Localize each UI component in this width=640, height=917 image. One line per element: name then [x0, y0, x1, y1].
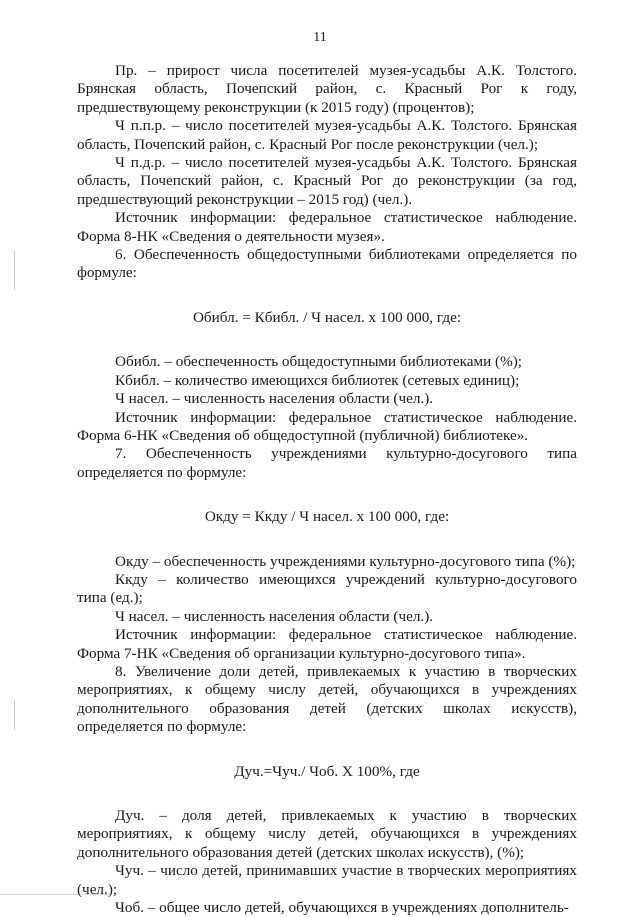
formula: Обибл. = Кбибл. / Ч насел. х 100 000, где: — [192, 308, 462, 326]
definition-paragraph: Дуч. – доля детей, привлекаемых к участию в творческих мероприятиях, к общему числу детей, обучающихся в учреждениях дополнительного образования детей (детских школах искусств), (%); — [77, 807, 577, 861]
definition-paragraph: Ч п.д.р. – число посетителей музея-усадьбы А.К. Толстого. Брянская область, Почепский район, с. Красный Рог до реконструкции (за год, предшествующий реконструкции – 2015 год) (чел.). — [77, 154, 577, 208]
page-number: 11 — [313, 30, 327, 45]
section-intro-paragraph: 7. Обеспеченность учреждениями культурно-досугового типа определяется по формуле: — [77, 445, 577, 481]
section-intro-paragraph: 6. Обеспеченность общедоступными библиотеками определяется по формуле: — [77, 246, 577, 282]
formula: Дуч.=Чуч./ Чоб. Х 100%, где — [234, 762, 420, 780]
definition-paragraph: Окду – обеспеченность учреждениями культурно-досугового типа (%); — [115, 552, 576, 570]
source-paragraph: Источник информации: федеральное статистическое наблюдение. Форма 8-НК «Сведения о деятельности музея». — [77, 209, 577, 245]
definition-paragraph: Ч насел. – численность населения области (чел.). — [115, 390, 434, 408]
definition-paragraph: Обибл. – обеспеченность общедоступными библиотеками (%); — [115, 353, 523, 371]
source-paragraph: Источник информации: федеральное статистическое наблюдение. Форма 6-НК «Сведения об общедоступной (публичной) библиотеке». — [77, 408, 577, 444]
definition-paragraph: Пр. – прирост числа посетителей музея-усадьбы А.К. Толстого. Брянская область, Почепский район, с. Красный Рог к году, предшествующему реконструкции (к 2015 году) (процентов); — [77, 62, 577, 116]
scan-margin-mark — [14, 250, 15, 290]
definition-paragraph: Ч п.п.р. – число посетителей музея-усадьбы А.К. Толстого. Брянская область, Почепский район, с. Красный Рог после реконструкции (чел.); — [77, 117, 577, 153]
source-paragraph: Источник информации: федеральное статистическое наблюдение. Форма 7-НК «Сведения об организации культурно-досугового типа». — [77, 626, 577, 662]
section-intro-paragraph: 8. Увеличение доли детей, привлекаемых к участию в творческих мероприятиях, к общему числу детей, обучающихся в учреждениях дополнительного образования детей (детских школах искусств), определяется по формуле: — [77, 662, 577, 736]
definition-paragraph: Чоб. – общее число детей, обучающихся в учреждениях дополнитель- — [115, 899, 569, 917]
definition-paragraph: Ч насел. – численность населения области (чел.). — [115, 607, 434, 625]
document-body — [77, 62, 577, 917]
definition-paragraph: Кбибл. – количество имеющихся библиотек (сетевых единиц); — [115, 371, 520, 389]
scan-margin-mark — [14, 700, 15, 730]
definition-paragraph: Чуч. – число детей, принимавших участие в творческих мероприятиях (чел.); — [77, 862, 577, 898]
definition-paragraph: Ккду – количество имеющихся учреждений культурно-досугового типа (ед.); — [77, 570, 577, 607]
formula: Окду = Ккду / Ч насел. х 100 000, где: — [204, 508, 450, 526]
